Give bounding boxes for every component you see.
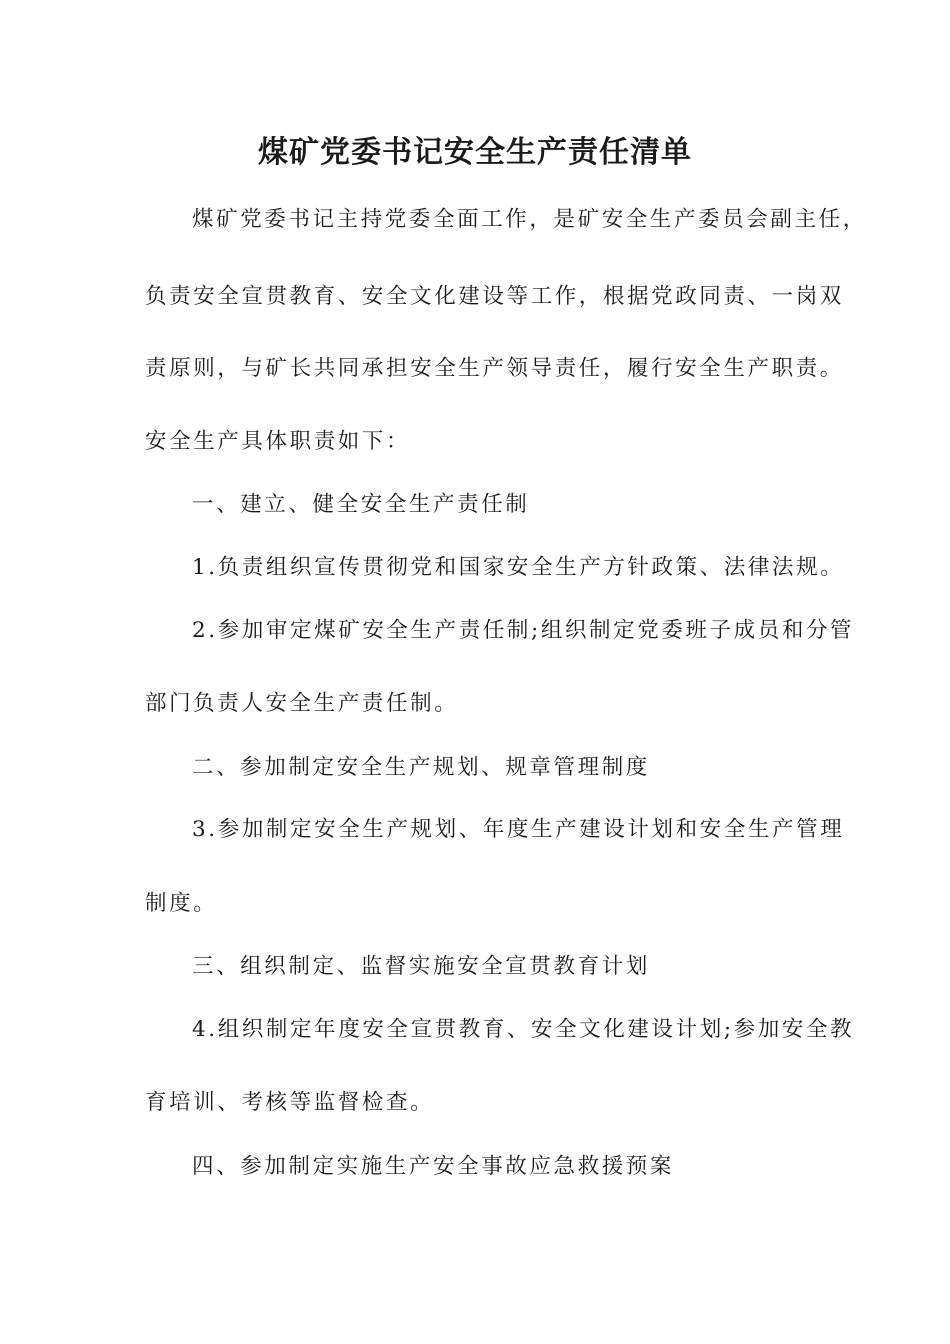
- paragraph-line: 负责安全宣贯教育、安全文化建设等工作，根据党政同责、一岗双: [145, 284, 844, 309]
- page-title: 煤矿党委书记安全生产责任清单: [258, 135, 692, 170]
- paragraph-line: 安全生产具体职责如下：: [145, 429, 411, 454]
- paragraph-line: 煤矿党委书记主持党委全面工作，是矿安全生产委员会副主任，: [192, 207, 867, 232]
- paragraph-line: 部门负责人安全生产责任制。: [145, 691, 459, 716]
- paragraph-line: 2.参加审定煤矿安全生产责任制;组织制定党委班子成员和分管: [192, 618, 855, 643]
- section-heading: 三、组织制定、监督实施安全宣贯教育计划: [192, 954, 650, 979]
- section-heading: 一、建立、健全安全生产责任制: [192, 492, 530, 517]
- section-heading: 四、参加制定实施生产安全事故应急救援预案: [192, 1154, 675, 1179]
- paragraph-line: 责原则，与矿长共同承担安全生产领导责任，履行安全生产职责。: [145, 356, 844, 381]
- paragraph-line: 制度。: [145, 891, 218, 916]
- paragraph-line: 3.参加制定安全生产规划、年度生产建设计划和安全生产管理: [192, 817, 845, 842]
- paragraph-line: 4.组织制定年度安全宣贯教育、安全文化建设计划;参加安全教: [192, 1017, 855, 1042]
- paragraph-line: 1.负责组织宣传贯彻党和国家安全生产方针政策、法律法规。: [192, 555, 845, 580]
- section-heading: 二、参加制定安全生产规划、规章管理制度: [192, 755, 650, 780]
- paragraph-line: 育培训、考核等监督检查。: [145, 1090, 435, 1115]
